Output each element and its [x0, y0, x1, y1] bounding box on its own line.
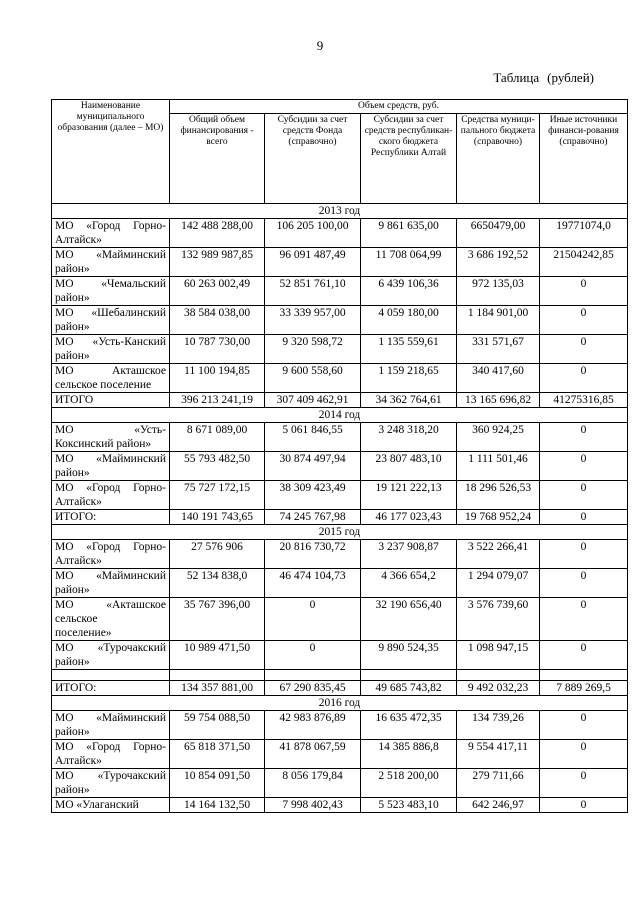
republic-cell: 46 177 023,43 — [361, 510, 457, 525]
name-line: МО «Акташское — [55, 599, 166, 611]
municipality-name — [52, 452, 170, 481]
republic-cell: 16 635 472,35 — [361, 711, 457, 740]
republic-cell: 3 248 318,20 — [361, 423, 457, 452]
table-row — [52, 569, 628, 598]
republic-cell: 1 159 218,65 — [361, 364, 457, 393]
total-row — [52, 393, 628, 408]
other-cell: 0 — [540, 277, 628, 306]
name-line: ИТОГО: — [55, 682, 97, 694]
other-cell: 0 — [540, 598, 628, 641]
municipal-cell: 360 924,25 — [457, 423, 540, 452]
name-line: МО «Усть- — [55, 424, 166, 436]
fund-cell: 42 983 876,89 — [265, 711, 361, 740]
name-line: Алтайск» — [55, 755, 102, 767]
municipal-cell: 3 686 192,52 — [457, 248, 540, 277]
table-row — [52, 540, 628, 569]
name-line: ИТОГО: — [55, 511, 97, 523]
municipality-name — [52, 364, 170, 393]
municipality-name — [52, 393, 170, 408]
other-cell: 21504242,85 — [540, 248, 628, 277]
other-cell: 0 — [540, 641, 628, 670]
fund-cell: 7 998 402,43 — [265, 798, 361, 813]
total-cell: 10 787 730,00 — [170, 335, 265, 364]
name-line: сельское — [55, 613, 98, 625]
fund-cell: 67 290 835,45 — [265, 681, 361, 696]
name-line: район» — [55, 584, 90, 596]
other-cell: 0 — [540, 364, 628, 393]
total-row — [52, 510, 628, 525]
municipality-name — [52, 219, 170, 248]
municipal-cell: 331 571,67 — [457, 335, 540, 364]
fund-cell: 33 339 957,00 — [265, 306, 361, 335]
fund-cell: 38 309 423,49 — [265, 481, 361, 510]
name-line: МО «Город Горно- — [55, 220, 166, 232]
name-line: поселение» — [55, 627, 112, 639]
name-line: ИТОГО — [55, 394, 94, 406]
name-line: район» — [55, 784, 90, 796]
municipality-name — [52, 248, 170, 277]
municipal-cell: 1 294 079,07 — [457, 569, 540, 598]
name-line: МО «Майминский — [55, 712, 166, 724]
caption-label: Таблица — [493, 70, 540, 85]
other-cell: 0 — [540, 740, 628, 769]
municipality-name — [52, 481, 170, 510]
total-cell: 14 164 132,50 — [170, 798, 265, 813]
name-line: район» — [55, 467, 90, 479]
year-label: 2013 год — [52, 204, 628, 219]
municipality-name — [52, 306, 170, 335]
name-line: район» — [55, 292, 90, 304]
table-row — [52, 219, 628, 248]
republic-cell: 4 059 180,00 — [361, 306, 457, 335]
republic-cell: 1 135 559,61 — [361, 335, 457, 364]
caption-unit: (рублей) — [547, 70, 594, 85]
table-row — [52, 452, 628, 481]
other-cell: 0 — [540, 452, 628, 481]
table-row — [52, 364, 628, 393]
table-row — [52, 248, 628, 277]
other-cell: 0 — [540, 769, 628, 798]
header-municipal: Средства муници-пального бюджета (справочно) — [457, 114, 540, 204]
name-line: МО «Город Горно- — [55, 541, 166, 553]
other-cell: 0 — [540, 335, 628, 364]
name-line: Алтайск» — [55, 234, 102, 246]
republic-cell: 14 385 886,8 — [361, 740, 457, 769]
total-cell: 132 989 987,85 — [170, 248, 265, 277]
republic-cell: 5 523 483,10 — [361, 798, 457, 813]
total-cell: 11 100 194,85 — [170, 364, 265, 393]
fund-cell: 9 320 598,72 — [265, 335, 361, 364]
empty-cell — [457, 670, 540, 681]
municipal-cell: 340 417,60 — [457, 364, 540, 393]
header-name: Наименование муниципального образования (далее – МО) — [52, 100, 170, 204]
other-cell: 0 — [540, 540, 628, 569]
table-row — [52, 798, 628, 813]
municipality-name — [52, 798, 170, 813]
total-cell: 8 671 089,00 — [170, 423, 265, 452]
municipal-cell: 1 098 947,15 — [457, 641, 540, 670]
spacer-row — [52, 670, 628, 681]
name-line: район» — [55, 263, 90, 275]
municipality-name — [52, 681, 170, 696]
year-row — [52, 204, 628, 219]
name-line: район» — [55, 656, 90, 668]
total-cell: 140 191 743,65 — [170, 510, 265, 525]
name-line: МО «Турочакский — [55, 642, 166, 654]
fund-cell: 30 874 497,94 — [265, 452, 361, 481]
municipality-name — [52, 540, 170, 569]
municipality-name — [52, 335, 170, 364]
republic-cell: 34 362 764,61 — [361, 393, 457, 408]
total-cell: 396 213 241,19 — [170, 393, 265, 408]
header-republic: Субсидии за счет средств республикан-ского бюджета Республики Алтай — [361, 114, 457, 204]
year-row — [52, 525, 628, 540]
fund-cell: 74 245 767,98 — [265, 510, 361, 525]
municipal-cell: 134 739,26 — [457, 711, 540, 740]
header-fund: Субсидии за счет средств Фонда (справочно) — [265, 114, 361, 204]
table-row — [52, 335, 628, 364]
municipal-cell: 3 576 739,60 — [457, 598, 540, 641]
total-cell: 38 584 038,00 — [170, 306, 265, 335]
republic-cell: 11 708 064,99 — [361, 248, 457, 277]
municipal-cell: 972 135,03 — [457, 277, 540, 306]
total-cell: 65 818 371,50 — [170, 740, 265, 769]
total-cell: 142 488 288,00 — [170, 219, 265, 248]
other-cell: 0 — [540, 306, 628, 335]
table-row — [52, 306, 628, 335]
other-cell: 19771074,0 — [540, 219, 628, 248]
municipal-cell: 6650479,00 — [457, 219, 540, 248]
total-cell: 59 754 088,50 — [170, 711, 265, 740]
table-row — [52, 740, 628, 769]
name-line: район» — [55, 726, 90, 738]
name-line: МО «Чемальский — [55, 278, 166, 290]
fund-cell: 106 205 100,00 — [265, 219, 361, 248]
republic-cell: 9 861 635,00 — [361, 219, 457, 248]
name-line: Алтайск» — [55, 496, 102, 508]
municipal-cell: 9 554 417,11 — [457, 740, 540, 769]
other-cell: 0 — [540, 711, 628, 740]
year-label: 2016 год — [52, 696, 628, 711]
other-cell: 0 — [540, 481, 628, 510]
municipality-name — [52, 569, 170, 598]
municipality-name — [52, 277, 170, 306]
fund-cell: 41 878 067,59 — [265, 740, 361, 769]
empty-cell — [540, 670, 628, 681]
name-line: МО «Город Горно- — [55, 482, 166, 494]
table-row — [52, 769, 628, 798]
republic-cell: 9 890 524,35 — [361, 641, 457, 670]
municipality-name — [52, 510, 170, 525]
total-cell: 10 854 091,50 — [170, 769, 265, 798]
year-row — [52, 696, 628, 711]
header-total: Общий объем финансирования - всего — [170, 114, 265, 204]
name-line: Алтайск» — [55, 555, 102, 567]
table-row — [52, 423, 628, 452]
republic-cell: 23 807 483,10 — [361, 452, 457, 481]
table-caption — [493, 70, 594, 86]
name-line: Коксинский район» — [55, 438, 152, 450]
funding-table — [51, 99, 628, 813]
name-line: сельское поселение — [55, 379, 152, 391]
republic-cell: 6 439 106,36 — [361, 277, 457, 306]
fund-cell: 0 — [265, 641, 361, 670]
republic-cell: 4 366 654,2 — [361, 569, 457, 598]
fund-cell: 20 816 730,72 — [265, 540, 361, 569]
municipal-cell: 279 711,66 — [457, 769, 540, 798]
fund-cell: 52 851 761,10 — [265, 277, 361, 306]
municipal-cell: 1 111 501,46 — [457, 452, 540, 481]
name-line: МО «Майминский — [55, 249, 166, 261]
empty-cell — [170, 670, 265, 681]
municipality-name — [52, 641, 170, 670]
total-cell: 52 134 838,0 — [170, 569, 265, 598]
total-cell: 60 263 002,49 — [170, 277, 265, 306]
municipal-cell: 3 522 266,41 — [457, 540, 540, 569]
table-row — [52, 598, 628, 641]
other-cell: 0 — [540, 510, 628, 525]
name-line: район» — [55, 321, 90, 333]
header-other: Иные источники финанси-рования (справочно) — [540, 114, 628, 204]
total-cell: 75 727 172,15 — [170, 481, 265, 510]
name-line: МО «Усть-Канский — [55, 336, 166, 348]
header-group: Объем средств, руб. — [170, 100, 628, 114]
total-cell: 27 576 906 — [170, 540, 265, 569]
municipal-cell: 13 165 696,82 — [457, 393, 540, 408]
municipal-cell: 1 184 901,00 — [457, 306, 540, 335]
other-cell: 0 — [540, 423, 628, 452]
municipality-name — [52, 711, 170, 740]
municipality-name — [52, 769, 170, 798]
empty-cell — [265, 670, 361, 681]
fund-cell: 96 091 487,49 — [265, 248, 361, 277]
empty-cell — [361, 670, 457, 681]
name-line: МО «Шебалинский — [55, 307, 166, 319]
other-cell: 41275316,85 — [540, 393, 628, 408]
other-cell: 7 889 269,5 — [540, 681, 628, 696]
page-number: 9 — [316, 38, 324, 53]
municipality-name — [52, 598, 170, 641]
fund-cell: 5 061 846,55 — [265, 423, 361, 452]
name-line: МО «Майминский — [55, 453, 166, 465]
name-line: МО Акташское — [55, 365, 166, 377]
municipal-cell: 19 768 952,24 — [457, 510, 540, 525]
municipality-name — [52, 740, 170, 769]
fund-cell: 8 056 179,84 — [265, 769, 361, 798]
municipal-cell: 642 246,97 — [457, 798, 540, 813]
municipal-cell: 18 296 526,53 — [457, 481, 540, 510]
republic-cell: 32 190 656,40 — [361, 598, 457, 641]
other-cell: 0 — [540, 569, 628, 598]
total-cell: 10 989 471,50 — [170, 641, 265, 670]
municipal-cell: 9 492 032,23 — [457, 681, 540, 696]
year-row — [52, 408, 628, 423]
empty-cell — [52, 670, 170, 681]
name-line: МО «Улаганский — [55, 799, 139, 811]
other-cell: 0 — [540, 798, 628, 813]
table-row — [52, 641, 628, 670]
table-row — [52, 277, 628, 306]
fund-cell: 307 409 462,91 — [265, 393, 361, 408]
republic-cell: 49 685 743,82 — [361, 681, 457, 696]
total-cell: 134 357 881,00 — [170, 681, 265, 696]
table-row — [52, 711, 628, 740]
name-line: МО «Турочакский — [55, 770, 166, 782]
year-label: 2015 год — [52, 525, 628, 540]
total-cell: 55 793 482,50 — [170, 452, 265, 481]
republic-cell: 2 518 200,00 — [361, 769, 457, 798]
republic-cell: 3 237 908,87 — [361, 540, 457, 569]
year-label: 2014 год — [52, 408, 628, 423]
fund-cell: 0 — [265, 598, 361, 641]
republic-cell: 19 121 222,13 — [361, 481, 457, 510]
name-line: район» — [55, 350, 90, 362]
fund-cell: 9 600 558,60 — [265, 364, 361, 393]
total-row — [52, 681, 628, 696]
name-line: МО «Город Горно- — [55, 741, 166, 753]
municipality-name — [52, 423, 170, 452]
total-cell: 35 767 396,00 — [170, 598, 265, 641]
fund-cell: 46 474 104,73 — [265, 569, 361, 598]
table-row — [52, 481, 628, 510]
name-line: МО «Майминский — [55, 570, 166, 582]
table-body — [52, 204, 628, 813]
